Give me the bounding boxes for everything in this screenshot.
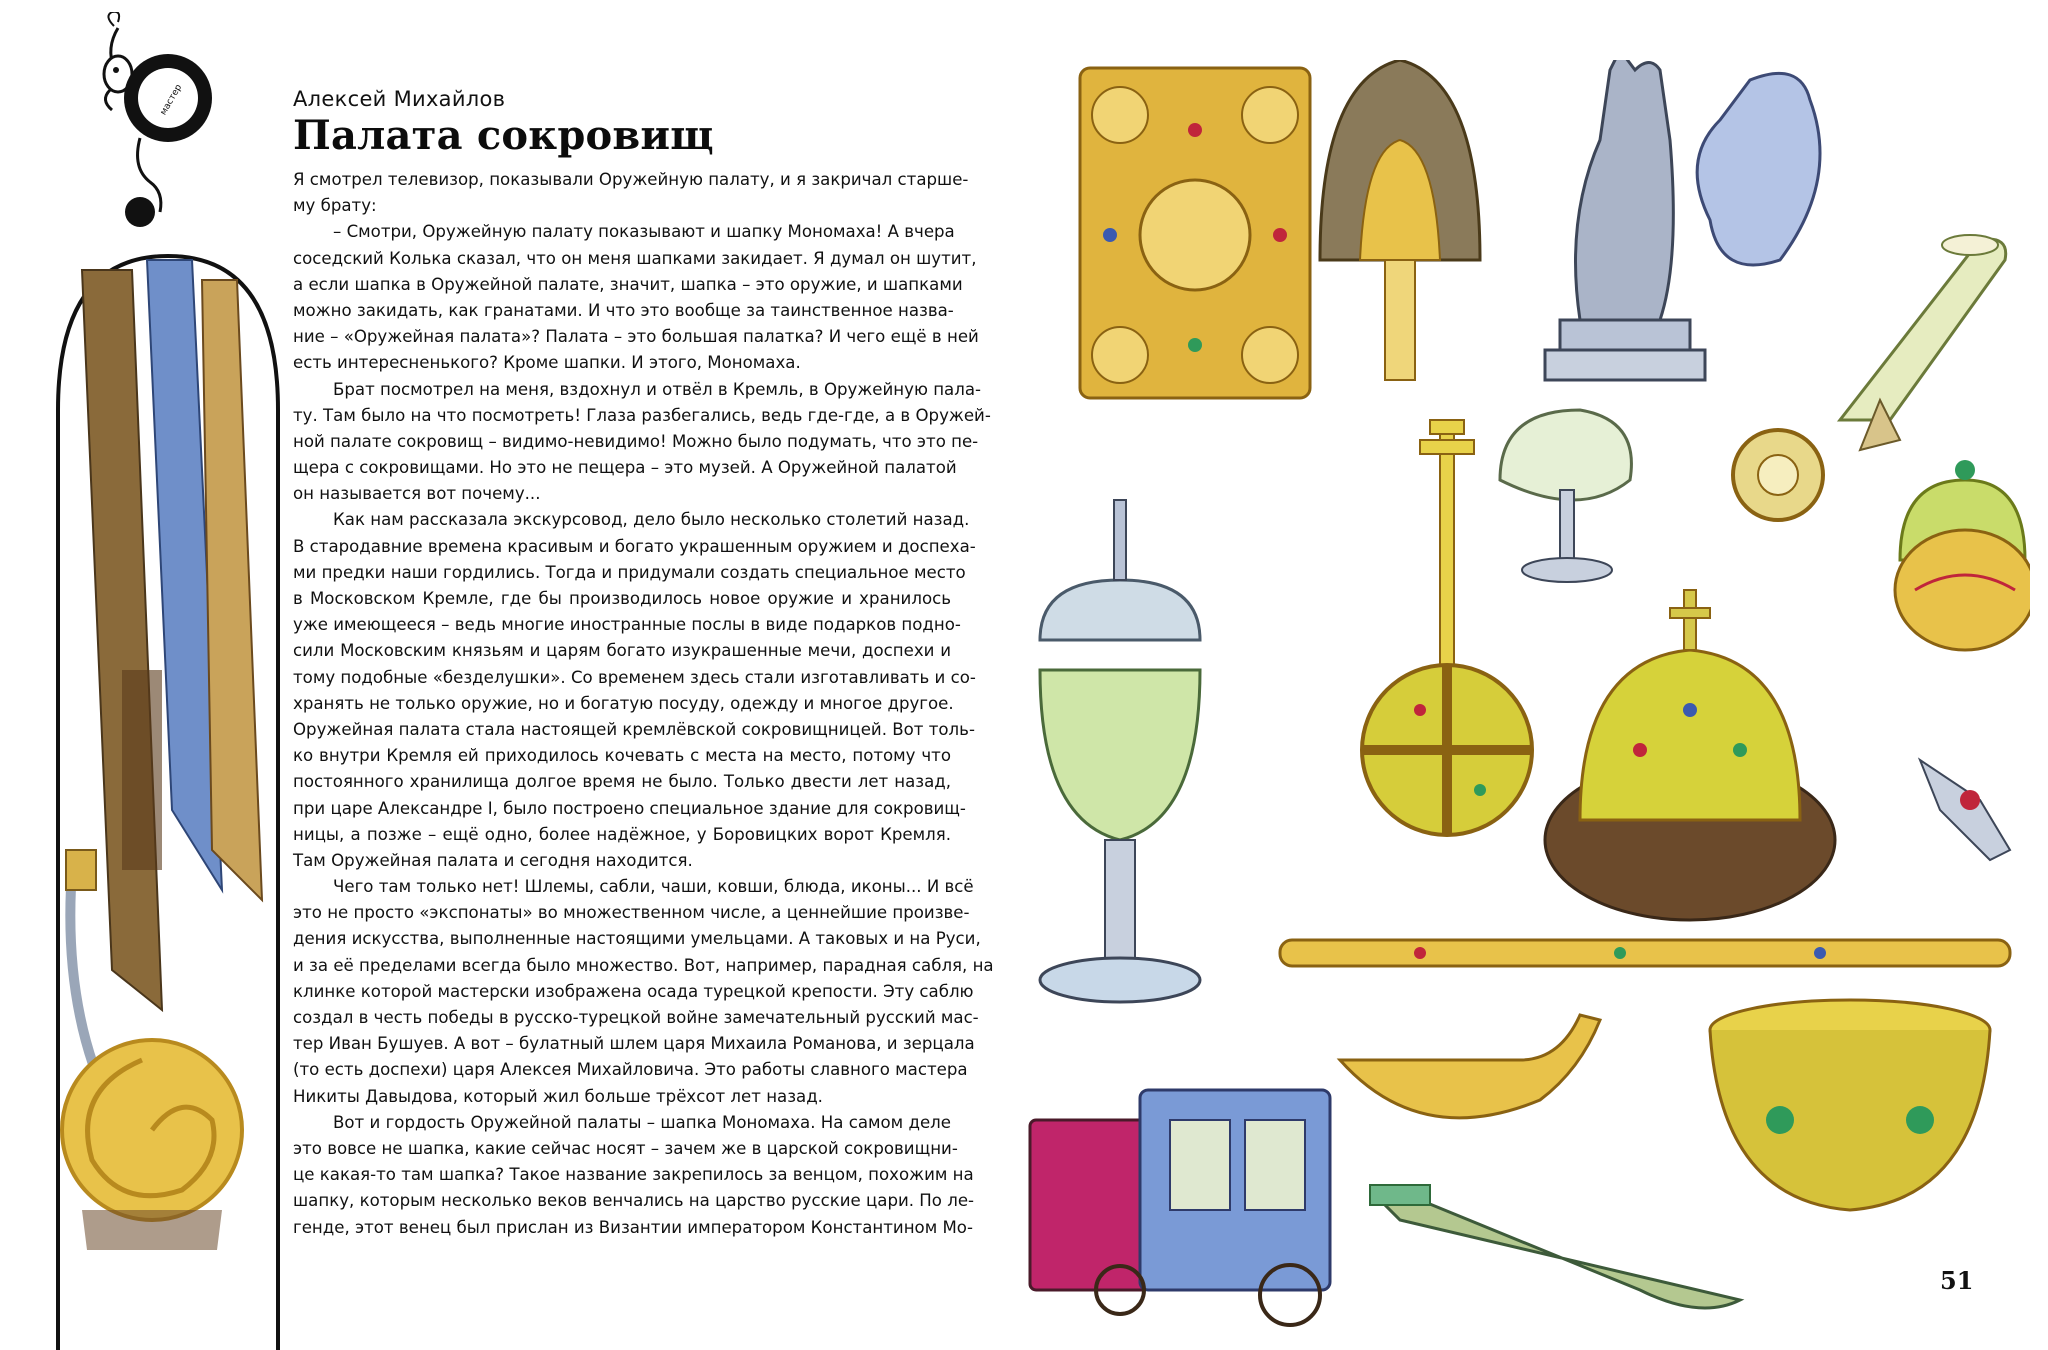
text-line: Я смотрел телевизор, показывали Оружейную палату, и я закричал старше- (293, 170, 969, 189)
rifles (82, 260, 262, 1010)
text-line: ние – «Оружейная палата»? Палата – это большая палатка? И чего ещё в ней (293, 327, 979, 347)
lidded-pot-illustration (1895, 460, 2030, 650)
text-line: Никиты Давыдова, который жил больше трёхсот лет назад. (293, 1086, 823, 1106)
text-line: генде, этот венец был прислан из Византии императором Константином Мо- (293, 1217, 973, 1237)
text-line: тер Иван Бушуев. А вот – булатный шлем царя Михаила Романова, и зерцала (293, 1034, 975, 1054)
text-line: он называется вот почему... (293, 484, 541, 504)
text-line: Там Оружейная палата и сегодня находится. (293, 850, 693, 870)
text-line: дения искусства, выполненные настоящими умельцами. А таковых и на Руси, (293, 929, 981, 949)
cap-of-monomakh-illustration (1545, 590, 1835, 920)
text-line: ницы, а позже – ещё одно, более надёжное, у Боровицких ворот Кремля. (293, 824, 951, 844)
shield (62, 1040, 242, 1250)
text-line: соседский Колька сказал, что он меня шапками закидает. Я думал он шутит, (293, 248, 977, 268)
text-line: а если шапка в Оружейной палате, значит, шапка – это оружие, и шапками (293, 274, 963, 294)
text-line: сили Московским князьям и царям богато изукрашенные мечи, доспехи и (293, 641, 951, 661)
nautilus-cup-illustration (1500, 410, 1631, 582)
text-line: тому подобные «безделушки». Со временем здесь стали изготавливать и со- (293, 667, 976, 687)
text-line: Оружейная палата стала настоящей кремлёвской сокровищницей. Вот толь- (293, 719, 975, 739)
sceptre-illustration (1280, 940, 2010, 966)
carriages-illustration (1030, 1090, 1330, 1325)
text-line: это не просто «экспонаты» во множественном числе, а ценнейшие произве- (293, 903, 970, 923)
ladle-illustration (1340, 1015, 1600, 1118)
text-line: это вовсе не шапка, какие сейчас носят – зачем же в царской сокровищни- (293, 1138, 958, 1158)
text-line: шапку, которым несколько веков венчались на царство русские цари. По ле- (293, 1191, 975, 1211)
text-line: и за её пределами всегда было множество. Вот, например, парадная сабля, на (293, 955, 994, 975)
treasures-illustration (1020, 60, 2030, 1330)
cat-statuette-illustration (1545, 60, 1705, 380)
arch-illustration (52, 250, 284, 1350)
gospel-book-illustration (1080, 68, 1310, 398)
text-line: (то есть доспехи) царя Алексея Михайловича. Это работы славного мастера (293, 1060, 968, 1080)
text-line: му брату: (293, 196, 377, 216)
text-line: ко внутри Кремля ей приходилось кочевать с места на место, потому что (293, 746, 951, 766)
page-number: 51 (1940, 1266, 1974, 1295)
text-line: Чего там только нет! Шлемы, сабли, чаши, ковши, блюда, иконы... И всё (333, 877, 974, 897)
left-page (0, 0, 1010, 1350)
horn-cup-illustration (1840, 235, 2006, 450)
text-line: ной палате сокровищ – видимо-невидимо! Можно было подумать, что это пе- (293, 431, 979, 451)
text-line: постоянного хранилища долгое время не было. Только двести лет назад, (293, 772, 951, 792)
text-line: создал в честь победы в русско-турецкой войне замечательный русский мас- (293, 1008, 979, 1027)
text-line: – Смотри, Оружейную палату показывают и шапку Мономаха! А вчера (333, 222, 955, 242)
logo (96, 12, 216, 228)
text-line: ми предки наши гордились. Тогда и придумали создать специальное место (293, 562, 966, 582)
dagger-illustration (1370, 1185, 1740, 1308)
page-title: Палата сокровищ (293, 112, 714, 159)
rooster-illustration (1697, 60, 1820, 265)
text-line: В стародавние времена красивым и богато украшенным оружием и доспеха- (293, 536, 976, 556)
round-plaque-illustration (1733, 430, 1823, 520)
goblet-illustration (1040, 500, 1200, 1002)
text-line: Вот и гордость Оружейной палаты – шапка Мономаха. На самом деле (333, 1112, 951, 1132)
tassel-illustration (1920, 760, 2010, 860)
story-text (293, 167, 994, 1241)
helmet-illustration (1320, 60, 1480, 380)
text-line: уже имеющееся – ведь многие иностранные послы в виде подарков подно- (293, 615, 961, 635)
text-line: есть интересненького? Кроме шапки. И этого, Мономаха. (293, 353, 801, 373)
svg-text:мастер: мастер (158, 82, 185, 118)
text-line: клинке которой мастерски изображена осада турецкой крепости. Эту саблю (293, 981, 974, 1001)
text-line: ту. Там было на что посмотреть! Глаза разбегались, ведь где-где, а в Оружей- (293, 405, 991, 425)
author-name: Алексей Михайлов (293, 87, 506, 111)
text-line: при царе Александре I, было построено специальное здание для сокровищ- (293, 798, 966, 818)
bowl-illustration (1710, 1000, 1990, 1210)
text-line: можно закидать, как гранатами. И что это вообще за таинственное назва- (293, 300, 954, 320)
text-line: це какая-то там шапка? Такое название закрепилось за венцом, похожим на (293, 1165, 974, 1185)
text-line: хранять не только оружие, но и богатую посуду, одежду и многое другое. (293, 693, 954, 713)
text-line: Брат посмотрел на меня, вздохнул и отвёл в Кремль, в Оружейную пала- (333, 379, 981, 399)
text-line: Как нам рассказала экскурсовод, дело было несколько столетий назад. (333, 510, 970, 530)
text-line: в Московском Кремле, где бы производилось новое оружие и хранилось (293, 589, 951, 608)
text-line: щера с сокровищами. Но это не пещера – это музей. А Оружейной палатой (293, 458, 957, 478)
